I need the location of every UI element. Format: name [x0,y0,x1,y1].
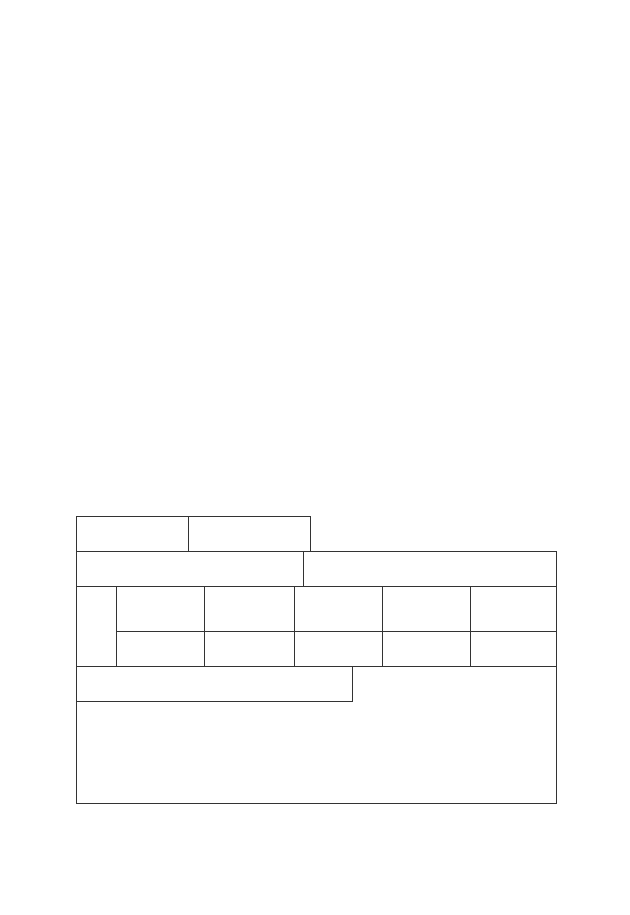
amount-row-bottom [76,586,557,587]
reason-field[interactable] [78,704,555,802]
content-col-2 [204,586,205,666]
loan-number-divider [188,516,189,552]
content-col-5 [470,586,471,666]
loan-number-field[interactable] [190,518,309,550]
content-col-3 [294,586,295,666]
interest-field[interactable] [384,633,468,664]
content-col-4 [382,586,383,666]
principal-field[interactable] [296,633,380,664]
content-col-1 [116,586,117,666]
penalty-field[interactable] [472,633,555,664]
count-field[interactable] [118,633,202,664]
content-header-bottom [116,631,557,632]
amount-divider [303,551,304,586]
amount-field[interactable] [305,553,531,584]
reason-label-box [76,666,353,702]
